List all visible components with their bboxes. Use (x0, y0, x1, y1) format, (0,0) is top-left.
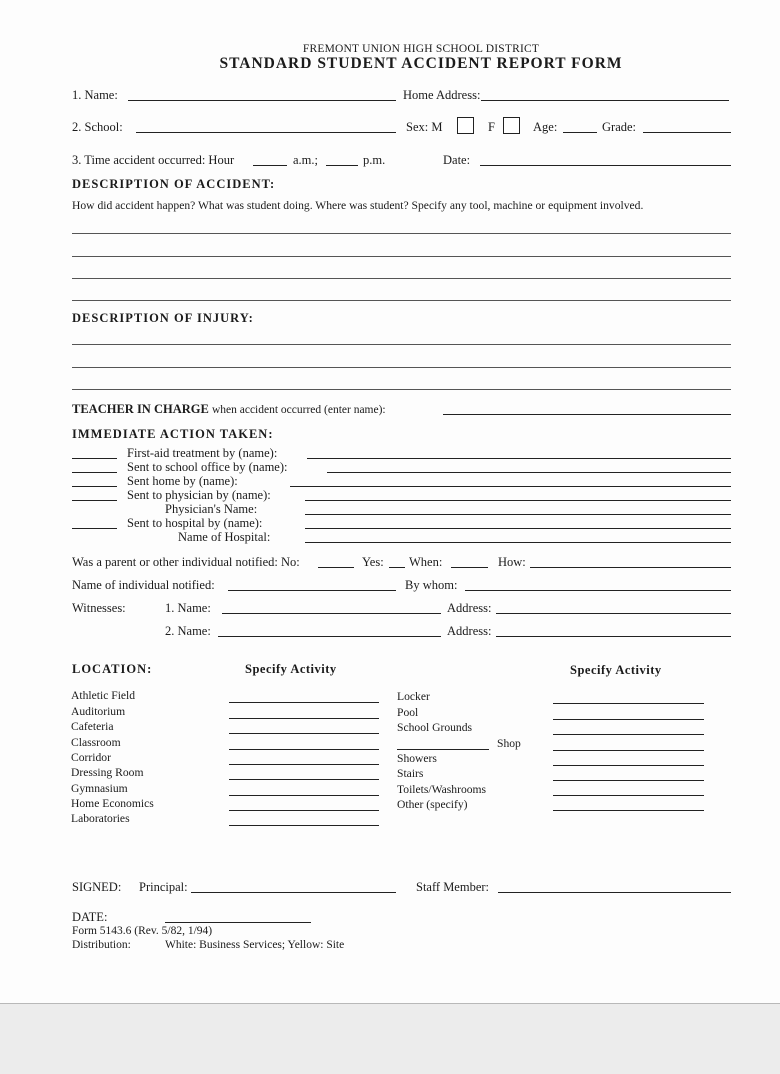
home-address-label: Home Address: (403, 88, 481, 102)
am-label: a.m.; (293, 153, 318, 167)
immediate-action-heading: IMMEDIATE ACTION TAKEN: (72, 427, 274, 441)
distribution-value: White: Business Services; Yellow: Site (165, 939, 345, 951)
form-number: Form 5143.6 (Rev. 5/82, 1/94) (72, 925, 213, 937)
location-school-grounds: School Grounds (397, 721, 473, 734)
distribution-label: Distribution: (72, 939, 131, 951)
injury-line-2[interactable] (72, 367, 731, 368)
hour-am-field[interactable] (253, 165, 287, 166)
school-office-name-field[interactable] (327, 472, 731, 473)
notified-how-label: How: (498, 555, 526, 569)
toilets-activity-field[interactable] (553, 795, 704, 796)
signature-date-field[interactable] (165, 922, 311, 923)
location-shop: Shop (497, 737, 521, 750)
pm-label: p.m. (363, 153, 386, 167)
name-field[interactable] (128, 100, 396, 101)
injury-line-3[interactable] (72, 389, 731, 390)
individual-notified-label: Name of individual notified: (72, 578, 215, 592)
first-aid-check-line[interactable] (72, 458, 117, 459)
notified-when-label: When: (409, 555, 443, 569)
school-field[interactable] (136, 132, 396, 133)
date-field[interactable] (480, 165, 731, 166)
teacher-heading: TEACHER IN CHARGE (72, 402, 209, 416)
grade-field[interactable] (643, 132, 731, 133)
signature-date-label: DATE: (72, 910, 108, 924)
auditorium-activity-field[interactable] (229, 718, 379, 719)
form-title: STANDARD STUDENT ACCIDENT REPORT FORM (219, 55, 623, 72)
shop-activity-field[interactable] (553, 750, 704, 751)
first-aid-label: First-aid treatment by (name): (127, 446, 278, 460)
witness-1-address-field[interactable] (496, 613, 731, 614)
injury-line-1[interactable] (72, 344, 731, 345)
stairs-activity-field[interactable] (553, 780, 704, 781)
staff-member-label: Staff Member: (416, 880, 490, 894)
date-label: Date: (443, 153, 471, 167)
accident-description-prompt: How did accident happen? What was student doing. Where was student? Specify any tool, machine or equipment involved. (72, 199, 644, 212)
name-label: 1. Name: (72, 88, 118, 102)
hospital-sent-by-field[interactable] (305, 528, 731, 529)
witnesses-label: Witnesses: (72, 601, 126, 615)
first-aid-name-field[interactable] (307, 458, 731, 459)
location-dressing-room: Dressing Room (71, 766, 144, 779)
school-label: 2. School: (72, 120, 123, 134)
locker-activity-field[interactable] (553, 703, 704, 704)
school-office-label: Sent to school office by (name): (127, 460, 288, 474)
location-showers: Showers (397, 752, 437, 765)
injury-description-heading: DESCRIPTION OF INJURY: (72, 311, 254, 325)
by-whom-field[interactable] (465, 590, 731, 591)
classroom-activity-field[interactable] (229, 749, 379, 750)
physician-sent-by-field[interactable] (305, 500, 731, 501)
sent-home-name-field[interactable] (290, 486, 731, 487)
witness-1-name-label: 1. Name: (165, 601, 211, 615)
signed-label: SIGNED: (72, 880, 122, 894)
age-field[interactable] (563, 132, 597, 133)
right-activity-heading: Specify Activity (570, 663, 662, 677)
location-auditorium: Auditorium (71, 705, 126, 718)
left-activity-heading: Specify Activity (245, 662, 337, 676)
sent-home-label: Sent home by (name): (127, 474, 238, 488)
hospital-check-line[interactable] (72, 528, 117, 529)
hospital-name-label: Name of Hospital: (178, 530, 271, 544)
location-classroom: Classroom (71, 736, 121, 749)
hospital-label: Sent to hospital by (name): (127, 516, 263, 530)
notified-when-field[interactable] (451, 567, 488, 568)
accident-line-1[interactable] (72, 233, 731, 234)
location-cafeteria: Cafeteria (71, 720, 114, 733)
location-other: Other (specify) (397, 798, 468, 811)
location-toilets-washrooms: Toilets/Washrooms (397, 783, 487, 796)
district-name: FREMONT UNION HIGH SCHOOL DISTRICT (302, 43, 540, 55)
scan-background (0, 1004, 780, 1074)
sex-label: Sex: M (406, 120, 443, 134)
by-whom-label: By whom: (405, 578, 458, 592)
other-activity-field[interactable] (553, 810, 704, 811)
accident-line-4[interactable] (72, 300, 731, 301)
grade-label: Grade: (602, 120, 637, 134)
school-grounds-activity-field[interactable] (553, 734, 704, 735)
laboratories-activity-field[interactable] (229, 825, 379, 826)
home-economics-activity-field[interactable] (229, 810, 379, 811)
location-locker: Locker (397, 690, 430, 703)
cafeteria-activity-field[interactable] (229, 733, 379, 734)
individual-notified-field[interactable] (228, 590, 396, 591)
witness-2-address-label: Address: (447, 624, 492, 638)
location-athletic-field: Athletic Field (71, 689, 136, 702)
corridor-activity-field[interactable] (229, 764, 379, 765)
location-gymnasium: Gymnasium (71, 782, 128, 795)
witness-1-address-label: Address: (447, 601, 492, 615)
location-pool: Pool (397, 706, 419, 719)
witness-1-name-field[interactable] (222, 613, 441, 614)
sex-male-checkbox[interactable] (457, 117, 474, 134)
pool-activity-field[interactable] (553, 719, 704, 720)
physician-name-label: Physician's Name: (165, 502, 258, 516)
gymnasium-activity-field[interactable] (229, 795, 379, 796)
sex-female-label: F (488, 120, 495, 134)
witness-2-name-label: 2. Name: (165, 624, 211, 638)
location-laboratories: Laboratories (71, 812, 130, 825)
accident-line-3[interactable] (72, 278, 731, 279)
teacher-name-field[interactable] (443, 414, 731, 415)
notified-no-field[interactable] (318, 567, 354, 568)
shop-type-field[interactable] (397, 749, 489, 750)
hospital-name-field[interactable] (305, 542, 731, 543)
teacher-in-charge (72, 402, 386, 417)
dressing-room-activity-field[interactable] (229, 779, 379, 780)
location-home-economics: Home Economics (71, 797, 154, 810)
hour-pm-field[interactable] (326, 165, 358, 166)
notified-how-field[interactable] (530, 567, 731, 568)
notified-question: Was a parent or other individual notified: No: (72, 555, 300, 569)
location-stairs: Stairs (397, 767, 424, 780)
school-office-check-line[interactable] (72, 472, 117, 473)
physician-check-line[interactable] (72, 500, 117, 501)
athletic-field-activity-field[interactable] (229, 702, 379, 703)
principal-label: Principal: (139, 880, 188, 894)
staff-member-signature-field[interactable] (498, 892, 731, 893)
witness-2-name-field[interactable] (218, 636, 441, 637)
sent-home-check-line[interactable] (72, 486, 117, 487)
location-heading: LOCATION: (72, 662, 153, 676)
location-corridor: Corridor (71, 751, 111, 764)
time-label: 3. Time accident occurred: Hour (72, 153, 235, 167)
accident-description-heading: DESCRIPTION OF ACCIDENT: (72, 177, 276, 191)
physician-name-field[interactable] (305, 514, 731, 515)
witness-2-address-field[interactable] (496, 636, 731, 637)
teacher-note: when accident occurred (enter name): (211, 404, 386, 416)
sex-female-checkbox[interactable] (503, 117, 520, 134)
accident-line-2[interactable] (72, 256, 731, 257)
physician-label: Sent to physician by (name): (127, 488, 271, 502)
notified-yes-label: Yes: (362, 555, 384, 569)
showers-activity-field[interactable] (553, 765, 704, 766)
notified-yes-field[interactable] (389, 567, 405, 568)
home-address-field[interactable] (481, 100, 729, 101)
principal-signature-field[interactable] (191, 892, 396, 893)
age-label: Age: (533, 120, 558, 134)
